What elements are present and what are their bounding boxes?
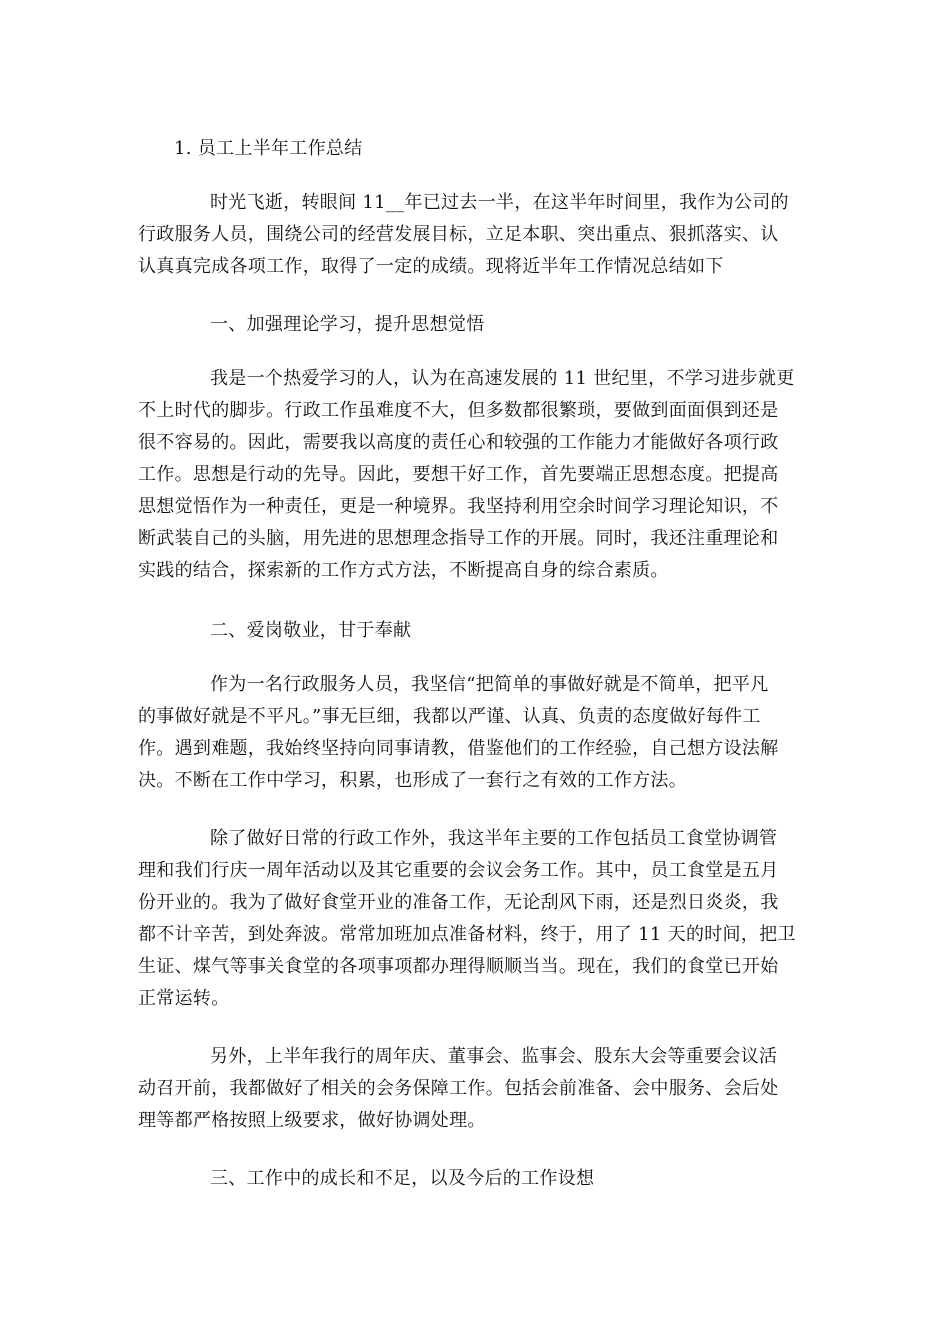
- paragraph-line: 工作。思想是行动的先导。因此，要想干好工作，首先要端正思想态度。把提高: [138, 464, 779, 485]
- paragraph-intro: [138, 187, 810, 283]
- paragraph-line: 作。遇到难题，我始终坚持向同事请教，借鉴他们的工作经验，自己想方设法解: [138, 738, 779, 759]
- paragraph-line: 思想觉悟作为一种责任，更是一种境界。我坚持利用空余时间学习理论知识，不: [138, 496, 779, 517]
- paragraph-line: 行政服务人员，围绕公司的经营发展目标，立足本职、突出重点、狠抓落实、认: [138, 224, 779, 245]
- paragraph-meetings: [138, 1041, 810, 1137]
- document-title: [138, 133, 810, 165]
- paragraph-line: 正常运转。: [138, 988, 230, 1009]
- paragraph-line: 除了做好日常的行政工作外，我这半年主要的工作包括员工食堂协调管: [210, 828, 778, 849]
- heading-line: 一、加强理论学习，提升思想觉悟: [210, 314, 485, 335]
- paragraph-line: 动召开前，我都做好了相关的会务保障工作。包括会前准备、会中服务、会后处: [138, 1078, 779, 1099]
- paragraph-line: 实践的结合，探索新的工作方式方法，不断提高自身的综合素质。: [138, 560, 669, 581]
- paragraph-line: 的事做好就是不平凡。”事无巨细，我都以严谨、认真、负责的态度做好每件工: [138, 706, 761, 727]
- paragraph-line: 不上时代的脚步。行政工作虽难度不大，但多数都很繁琐，要做到面面俱到还是: [138, 400, 779, 421]
- paragraph-line: 我是一个热爱学习的人，认为在高速发展的 11 世纪里，不学习进步就更: [210, 368, 795, 389]
- section-heading-2: [138, 615, 810, 647]
- paragraph-line: 理和我们行庆一周年活动以及其它重要的会议会务工作。其中，员工食堂是五月: [138, 860, 779, 881]
- paragraph-line: 另外，上半年我行的周年庆、董事会、监事会、股东大会等重要会议活: [210, 1046, 778, 1067]
- heading-line: 二、爱岗敬业，甘于奉献: [210, 620, 412, 641]
- paragraph-canteen: [138, 823, 810, 1015]
- paragraph-line: 时光飞逝，转眼间 11__年已过去一半，在这半年时间里，我作为公司的: [210, 192, 789, 213]
- paragraph-dedication: [138, 669, 810, 797]
- heading-line: 三、工作中的成长和不足，以及今后的工作设想: [210, 1168, 595, 1189]
- title-line: 1. 员工上半年工作总结: [174, 138, 363, 159]
- paragraph-line: 很不容易的。因此，需要我以高度的责任心和较强的工作能力才能做好各项行政: [138, 432, 779, 453]
- paragraph-line: 份开业的。我为了做好食堂开业的准备工作，无论刮风下雨，还是烈日炎炎，我: [138, 892, 779, 913]
- paragraph-line: 生证、煤气等事关食堂的各项事项都办理得顺顺当当。现在，我们的食堂已开始: [138, 956, 779, 977]
- paragraph-line: 认真真完成各项工作，取得了一定的成绩。现将近半年工作情况总结如下: [138, 256, 724, 277]
- paragraph-line: 都不计辛苦，到处奔波。常常加班加点准备材料，终于，用了 11 天的时间，把卫: [138, 924, 796, 945]
- paragraph-study: [138, 363, 810, 587]
- paragraph-line: 断武装自己的头脑，用先进的思想理念指导工作的开展。同时，我还注重理论和: [138, 528, 779, 549]
- paragraph-line: 作为一名行政服务人员，我坚信“把简单的事做好就是不简单，把平凡: [210, 674, 769, 695]
- section-heading-3: [138, 1163, 810, 1195]
- paragraph-line: 理等都严格按照上级要求，做好协调处理。: [138, 1110, 486, 1131]
- section-heading-1: [138, 309, 810, 341]
- paragraph-line: 决。不断在工作中学习，积累，也形成了一套行之有效的工作方法。: [138, 770, 687, 791]
